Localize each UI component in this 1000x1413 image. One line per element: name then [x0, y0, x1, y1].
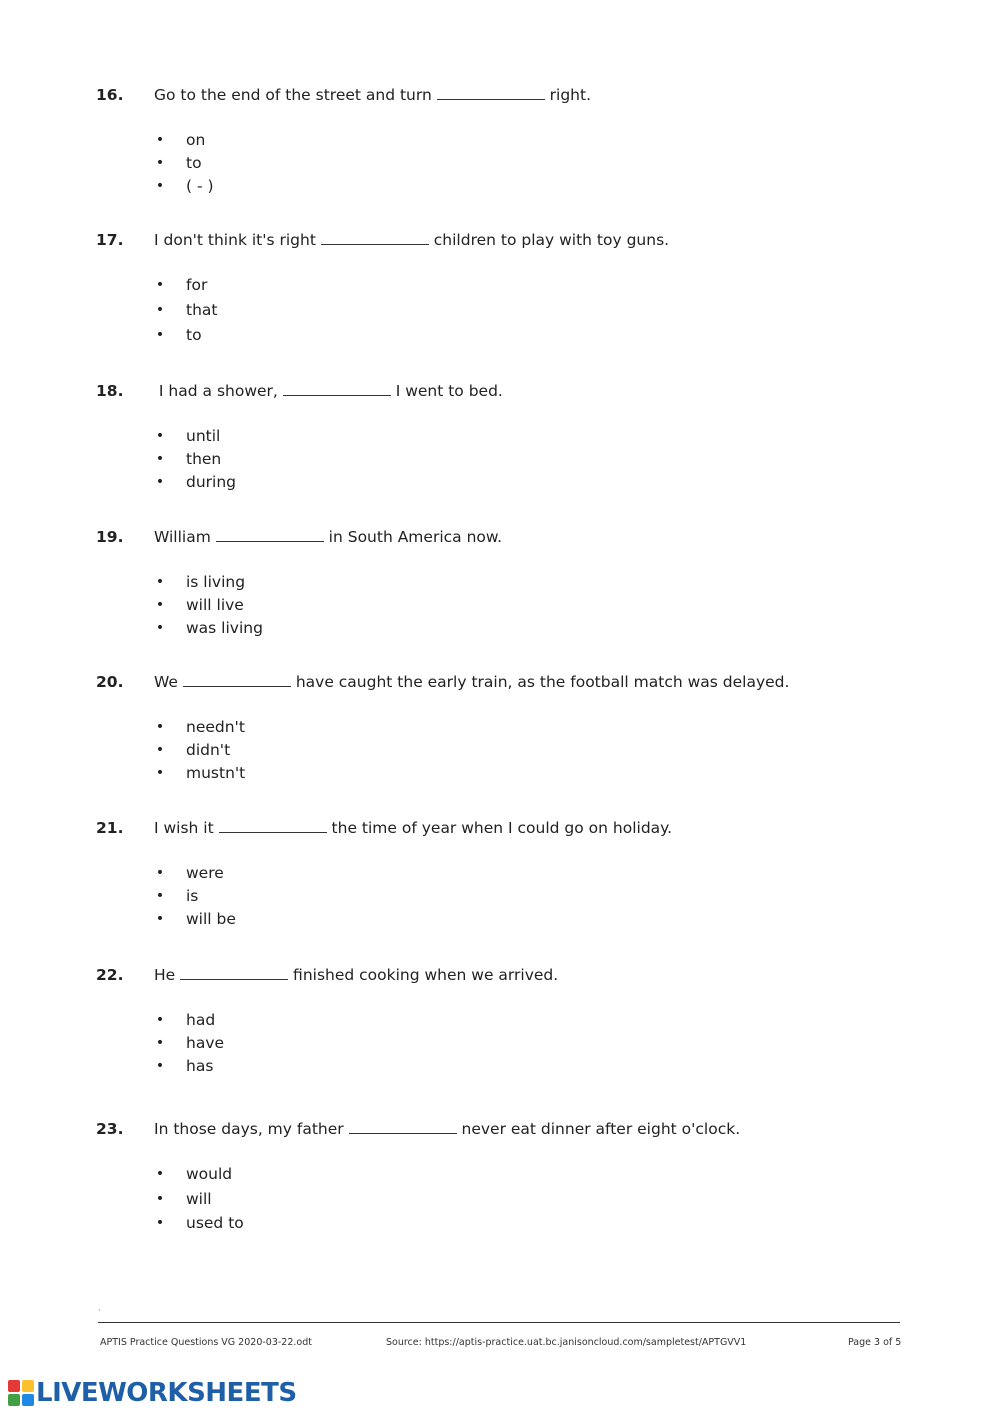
option-item[interactable]: • will live — [154, 594, 263, 617]
question-23 — [96, 1118, 956, 1232]
option-list — [154, 1163, 244, 1235]
logo-text: LIVEWORKSHEETS — [36, 1378, 297, 1408]
answer-blank[interactable] — [321, 229, 429, 245]
bullet-icon: • — [155, 719, 165, 735]
bullet-icon: • — [155, 597, 165, 613]
footer-divider — [98, 1322, 900, 1323]
bullet-icon: • — [155, 1191, 165, 1207]
option-item[interactable]: • during — [154, 471, 236, 494]
answer-blank[interactable] — [437, 84, 545, 100]
question-number: 21. — [96, 819, 124, 837]
logo-blocks-icon — [8, 1380, 34, 1406]
bullet-icon: • — [155, 302, 165, 318]
question-text: I wish it the time of year when I could go on holiday. — [154, 819, 673, 837]
bullet-icon: • — [155, 888, 165, 904]
option-item[interactable]: • would — [154, 1163, 244, 1188]
bullet-icon: • — [155, 155, 165, 171]
question-number: 23. — [96, 1120, 124, 1138]
option-item[interactable]: • have — [154, 1032, 224, 1055]
bullet-icon: • — [155, 865, 165, 881]
bullet-icon: • — [155, 574, 165, 590]
liveworksheets-logo[interactable] — [8, 1378, 297, 1408]
option-item[interactable]: • didn't — [154, 739, 245, 762]
logo-block — [8, 1380, 20, 1392]
question-number: 17. — [96, 231, 124, 249]
bullet-icon: • — [155, 911, 165, 927]
option-list — [154, 571, 263, 640]
option-list — [154, 1009, 224, 1078]
footer-dot: · — [98, 1306, 101, 1316]
option-item[interactable]: • then — [154, 448, 236, 471]
option-item[interactable]: • that — [154, 299, 217, 324]
bullet-icon: • — [155, 620, 165, 636]
question-number: 16. — [96, 86, 124, 104]
logo-block — [8, 1394, 20, 1406]
bullet-icon: • — [155, 742, 165, 758]
answer-blank[interactable] — [183, 671, 291, 687]
bullet-icon: • — [155, 1012, 165, 1028]
bullet-icon: • — [155, 178, 165, 194]
option-item[interactable]: • was living — [154, 617, 263, 640]
question-22 — [96, 964, 956, 1075]
option-list — [154, 862, 236, 931]
bullet-icon: • — [155, 277, 165, 293]
bullet-icon: • — [155, 1215, 165, 1231]
question-number: 18. — [96, 382, 124, 400]
question-19 — [96, 526, 956, 637]
answer-blank[interactable] — [283, 380, 391, 396]
bullet-icon: • — [155, 1035, 165, 1051]
question-number: 22. — [96, 966, 124, 984]
option-item[interactable]: • for — [154, 274, 217, 299]
option-item[interactable]: • to — [154, 152, 214, 175]
option-item[interactable]: • needn't — [154, 716, 245, 739]
option-list — [154, 425, 236, 494]
logo-block — [22, 1380, 34, 1392]
option-item[interactable]: • is — [154, 885, 236, 908]
option-item[interactable]: • had — [154, 1009, 224, 1032]
option-list — [154, 274, 217, 349]
logo-block — [22, 1394, 34, 1406]
bullet-icon: • — [155, 451, 165, 467]
bullet-icon: • — [155, 428, 165, 444]
option-list — [154, 129, 214, 198]
option-item[interactable]: • is living — [154, 571, 263, 594]
question-text: I don't think it's right children to play with toy guns. — [154, 231, 670, 249]
question-number: 19. — [96, 528, 124, 546]
question-18 — [96, 380, 956, 491]
footer-page-number: Page 3 of 5 — [848, 1337, 902, 1348]
question-text: We have caught the early train, as the football match was delayed. — [154, 673, 790, 691]
question-number: 20. — [96, 673, 124, 691]
question-text: In those days, my father never eat dinner after eight o'clock. — [154, 1120, 741, 1138]
question-text: I had a shower, I went to bed. — [154, 382, 503, 400]
bullet-icon: • — [155, 1166, 165, 1182]
question-17 — [96, 229, 956, 344]
option-item[interactable]: • used to — [154, 1212, 244, 1235]
answer-blank[interactable] — [180, 964, 288, 980]
question-16 — [96, 84, 956, 195]
question-20 — [96, 671, 956, 782]
option-item[interactable]: • until — [154, 425, 236, 448]
option-list — [154, 716, 245, 785]
bullet-icon: • — [155, 327, 165, 343]
bullet-icon: • — [155, 474, 165, 490]
answer-blank[interactable] — [216, 526, 324, 542]
question-text: Go to the end of the street and turn right. — [154, 86, 592, 104]
question-21 — [96, 817, 956, 928]
option-item[interactable]: • mustn't — [154, 762, 245, 785]
footer-filename: APTIS Practice Questions VG 2020-03-22.odt — [100, 1337, 312, 1348]
option-item[interactable]: • to — [154, 324, 217, 349]
bullet-icon: • — [155, 765, 165, 781]
option-item[interactable]: • were — [154, 862, 236, 885]
option-item[interactable]: • will — [154, 1188, 244, 1212]
answer-blank[interactable] — [219, 817, 327, 833]
answer-blank[interactable] — [349, 1118, 457, 1134]
option-item[interactable]: • on — [154, 129, 214, 152]
footer-source: Source: https://aptis-practice.uat.bc.janisoncloud.com/sampletest/APTGVV1 — [386, 1337, 747, 1348]
bullet-icon: • — [155, 132, 165, 148]
option-item[interactable]: • ( - ) — [154, 175, 214, 198]
option-item[interactable]: • has — [154, 1055, 224, 1078]
question-text: He finished cooking when we arrived. — [154, 966, 559, 984]
bullet-icon: • — [155, 1058, 165, 1074]
option-item[interactable]: • will be — [154, 908, 236, 931]
question-text: William in South America now. — [154, 528, 503, 546]
